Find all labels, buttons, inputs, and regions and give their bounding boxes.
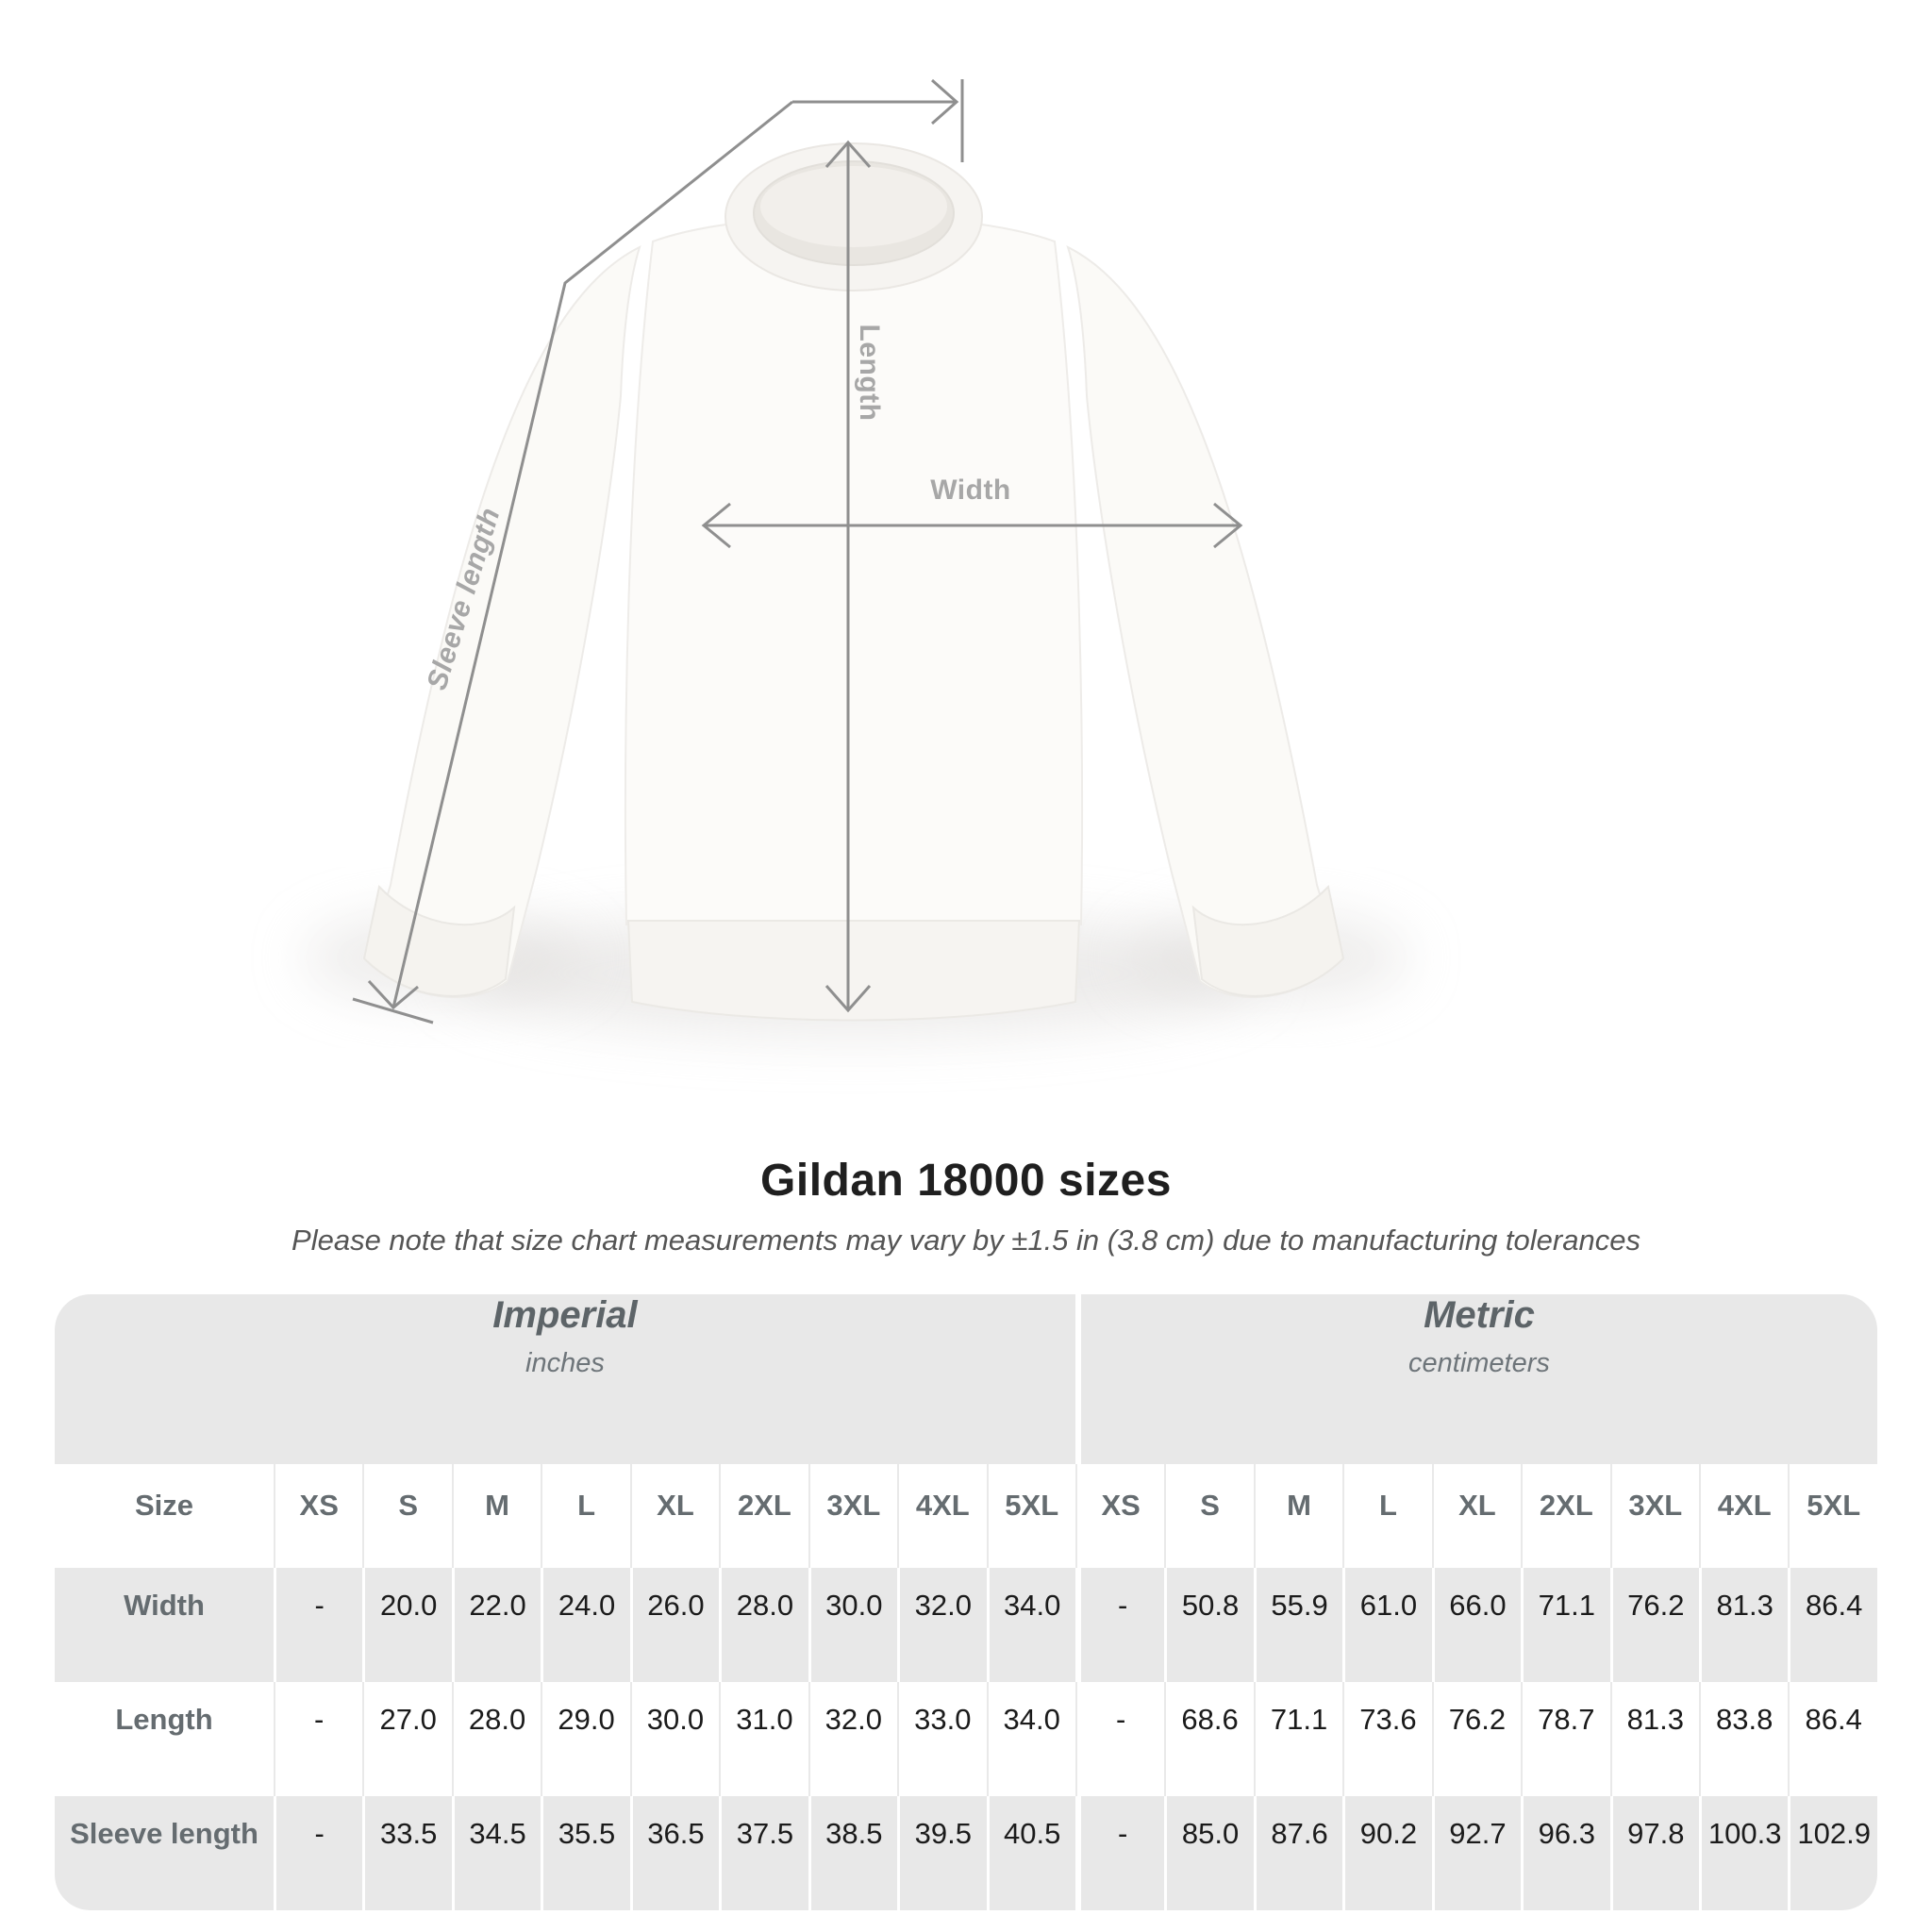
sleeve-length-row: [55, 1796, 1877, 1910]
value-cell: 71.1: [1521, 1568, 1609, 1682]
size-column-header: Size: [55, 1464, 274, 1568]
value-cell: 92.7: [1432, 1796, 1521, 1910]
value-cell: 30.0: [808, 1568, 897, 1682]
value-cell: 38.5: [808, 1796, 897, 1910]
tolerance-note: Please note that size chart measurements may vary by ±1.5 in (3.8 cm) due to manufacturing tolerances: [291, 1224, 1641, 1257]
imperial-band-unit: inches: [525, 1348, 605, 1378]
value-cell: 85.0: [1164, 1796, 1253, 1910]
value-cell: 34.0: [987, 1682, 1075, 1796]
value-cell: -: [274, 1682, 362, 1796]
value-cell: 28.0: [452, 1682, 541, 1796]
size-header-metric: 4XL: [1699, 1464, 1788, 1568]
value-cell: 66.0: [1432, 1568, 1521, 1682]
row-label-length: Length: [55, 1682, 274, 1796]
value-cell: 97.8: [1610, 1796, 1699, 1910]
value-cell: 102.9: [1788, 1796, 1877, 1910]
size-table: [55, 1294, 1877, 1910]
value-cell: 31.0: [719, 1682, 808, 1796]
length-measure-label: Length: [854, 324, 885, 422]
size-header-imperial: S: [362, 1464, 451, 1568]
size-header-imperial: L: [541, 1464, 629, 1568]
value-cell: 22.0: [452, 1568, 541, 1682]
value-cell: 86.4: [1788, 1568, 1877, 1682]
left-sleeve: [368, 247, 640, 997]
value-cell: -: [1075, 1568, 1164, 1682]
value-cell: 90.2: [1342, 1796, 1431, 1910]
value-cell: 71.1: [1254, 1682, 1342, 1796]
value-cell: 30.0: [630, 1682, 719, 1796]
length-row: [55, 1682, 1877, 1796]
value-cell: 50.8: [1164, 1568, 1253, 1682]
sleeve-measure-label: Sleeve length: [421, 504, 507, 694]
value-cell: 86.4: [1788, 1682, 1877, 1796]
size-header-metric: M: [1254, 1464, 1342, 1568]
imperial-band-title: Imperial: [492, 1294, 638, 1336]
value-cell: 28.0: [719, 1568, 808, 1682]
value-cell: 33.5: [362, 1796, 451, 1910]
unit-band-row: [55, 1294, 1877, 1464]
value-cell: 68.6: [1164, 1682, 1253, 1796]
value-cell: 78.7: [1521, 1682, 1609, 1796]
value-cell: 73.6: [1342, 1682, 1431, 1796]
size-header-metric: 2XL: [1521, 1464, 1609, 1568]
value-cell: -: [274, 1796, 362, 1910]
value-cell: 87.6: [1254, 1796, 1342, 1910]
value-cell: -: [274, 1568, 362, 1682]
value-cell: 26.0: [630, 1568, 719, 1682]
value-cell: 39.5: [897, 1796, 986, 1910]
size-header-imperial: XS: [274, 1464, 362, 1568]
row-label-width: Width: [55, 1568, 274, 1682]
value-cell: 34.5: [452, 1796, 541, 1910]
right-sleeve: [1068, 247, 1340, 997]
value-cell: 33.0: [897, 1682, 986, 1796]
value-cell: 76.2: [1432, 1682, 1521, 1796]
size-header-imperial: M: [452, 1464, 541, 1568]
metric-band-unit: centimeters: [1408, 1348, 1550, 1378]
size-header-metric: S: [1164, 1464, 1253, 1568]
sweatshirt: [364, 143, 1343, 1021]
value-cell: 24.0: [541, 1568, 629, 1682]
value-cell: 81.3: [1610, 1682, 1699, 1796]
size-header-metric: XS: [1075, 1464, 1164, 1568]
size-header-metric: XL: [1432, 1464, 1521, 1568]
width-measure-label: Width: [930, 475, 1011, 506]
width-row: [55, 1568, 1877, 1682]
value-cell: 20.0: [362, 1568, 451, 1682]
size-header-metric: 5XL: [1788, 1464, 1877, 1568]
value-cell: 32.0: [808, 1682, 897, 1796]
value-cell: 35.5: [541, 1796, 629, 1910]
size-header-metric: 3XL: [1610, 1464, 1699, 1568]
value-cell: 96.3: [1521, 1796, 1609, 1910]
value-cell: -: [1075, 1796, 1164, 1910]
metric-band: [1075, 1294, 1877, 1464]
size-header-metric: L: [1342, 1464, 1431, 1568]
value-cell: 32.0: [897, 1568, 986, 1682]
value-cell: -: [1075, 1682, 1164, 1796]
value-cell: 61.0: [1342, 1568, 1431, 1682]
value-cell: 55.9: [1254, 1568, 1342, 1682]
size-header-row: [55, 1464, 1877, 1568]
size-header-imperial: 5XL: [987, 1464, 1075, 1568]
size-header-imperial: 2XL: [719, 1464, 808, 1568]
collar-inner-back: [760, 166, 947, 247]
value-cell: 29.0: [541, 1682, 629, 1796]
value-cell: 34.0: [987, 1568, 1075, 1682]
imperial-band: [55, 1294, 1075, 1464]
value-cell: 37.5: [719, 1796, 808, 1910]
size-header-imperial: 4XL: [897, 1464, 986, 1568]
metric-band-title: Metric: [1424, 1294, 1535, 1336]
value-cell: 76.2: [1610, 1568, 1699, 1682]
body-panel: [625, 216, 1082, 924]
size-header-imperial: XL: [630, 1464, 719, 1568]
row-label-sleeve-length: Sleeve length: [55, 1796, 274, 1910]
value-cell: 81.3: [1699, 1568, 1788, 1682]
page-title: Gildan 18000 sizes: [760, 1156, 1172, 1206]
value-cell: 83.8: [1699, 1682, 1788, 1796]
value-cell: 100.3: [1699, 1796, 1788, 1910]
value-cell: 36.5: [630, 1796, 719, 1910]
value-cell: 40.5: [987, 1796, 1075, 1910]
value-cell: 27.0: [362, 1682, 451, 1796]
size-header-imperial: 3XL: [808, 1464, 897, 1568]
